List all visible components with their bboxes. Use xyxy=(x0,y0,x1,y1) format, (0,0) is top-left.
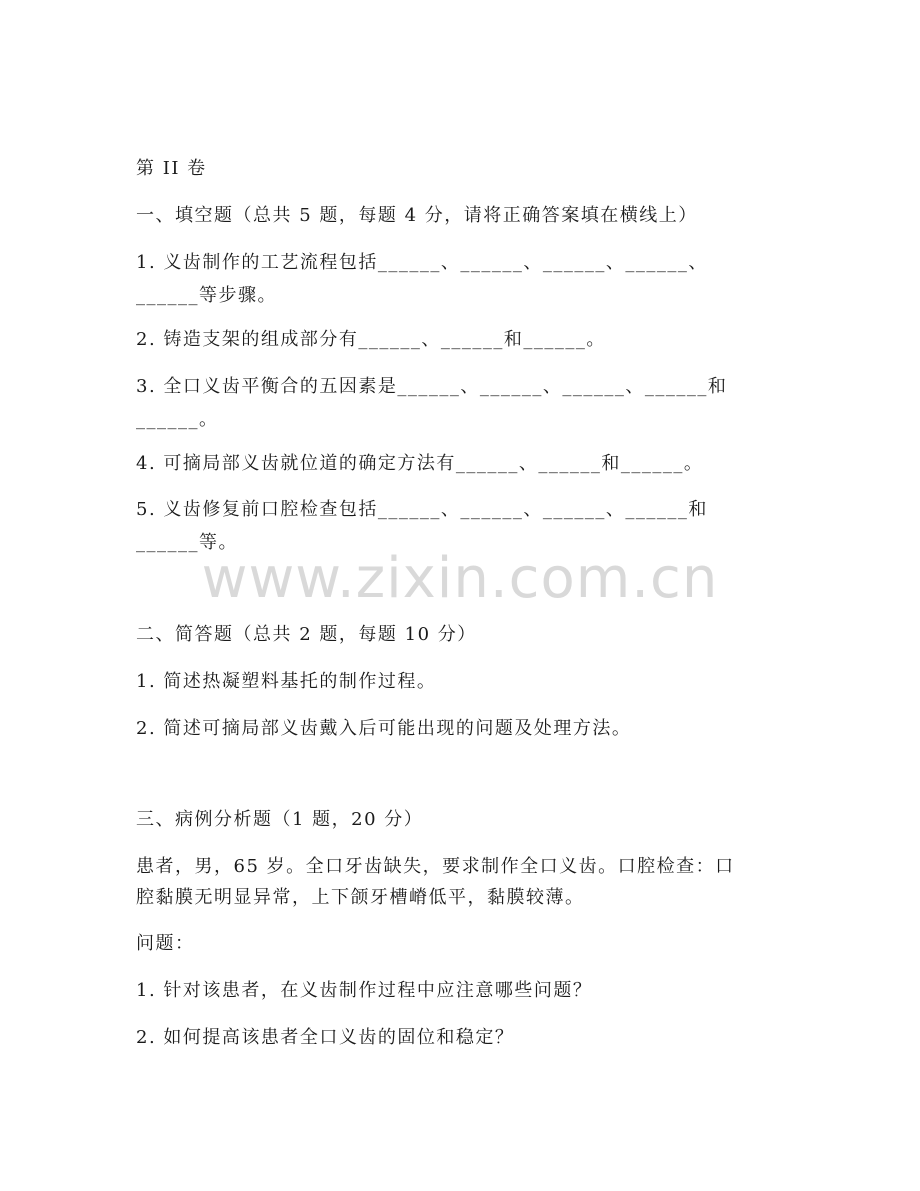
volume-title: 第 II 卷 xyxy=(136,158,207,179)
section1-heading: 一、填空题（总共 5 题，每题 4 分，请将正确答案填在横线上） xyxy=(136,205,698,226)
section3-case-line2: 腔黏膜无明显异常，上下颌牙槽嵴低平，黏膜较薄。 xyxy=(136,887,585,908)
section3-heading: 三、病例分析题（1 题，20 分） xyxy=(136,809,424,830)
section1-q2: 2. 铸造支架的组成部分有______、______和______。 xyxy=(136,329,606,350)
section3-q2: 2. 如何提高该患者全口义齿的固位和稳定？ xyxy=(136,1027,515,1048)
section1-q1-line1: 1. 义齿制作的工艺流程包括______、______、______、______、 xyxy=(136,252,708,273)
section3-q1: 1. 针对该患者，在义齿制作过程中应注意哪些问题？ xyxy=(136,980,593,1001)
section1-q1-line2: ______等步骤。 xyxy=(136,285,277,306)
section2-q1: 1. 简述热凝塑料基托的制作过程。 xyxy=(136,671,437,692)
section2-heading: 二、简答题（总共 2 题，每题 10 分） xyxy=(136,624,477,645)
section3-case-line1: 患者，男，65 岁。全口牙齿缺失，要求制作全口义齿。口腔检查：口 xyxy=(136,856,735,877)
section3-questions-label: 问题： xyxy=(136,933,195,954)
section1-q3-line1: 3. 全口义齿平衡合的五因素是______、______、______、______和 xyxy=(136,376,728,397)
section1-q5-line1: 5. 义齿修复前口腔检查包括______、______、______、______和 xyxy=(136,499,708,520)
section1-q4: 4. 可摘局部义齿就位道的确定方法有______、______和______。 xyxy=(136,453,704,474)
section2-q2: 2. 简述可摘局部义齿戴入后可能出现的问题及处理方法。 xyxy=(136,718,632,739)
section1-q5-line2: ______等。 xyxy=(136,532,238,553)
watermark: www.zixin.com.cn xyxy=(201,546,719,611)
section1-q3-line2: ______。 xyxy=(136,409,219,430)
